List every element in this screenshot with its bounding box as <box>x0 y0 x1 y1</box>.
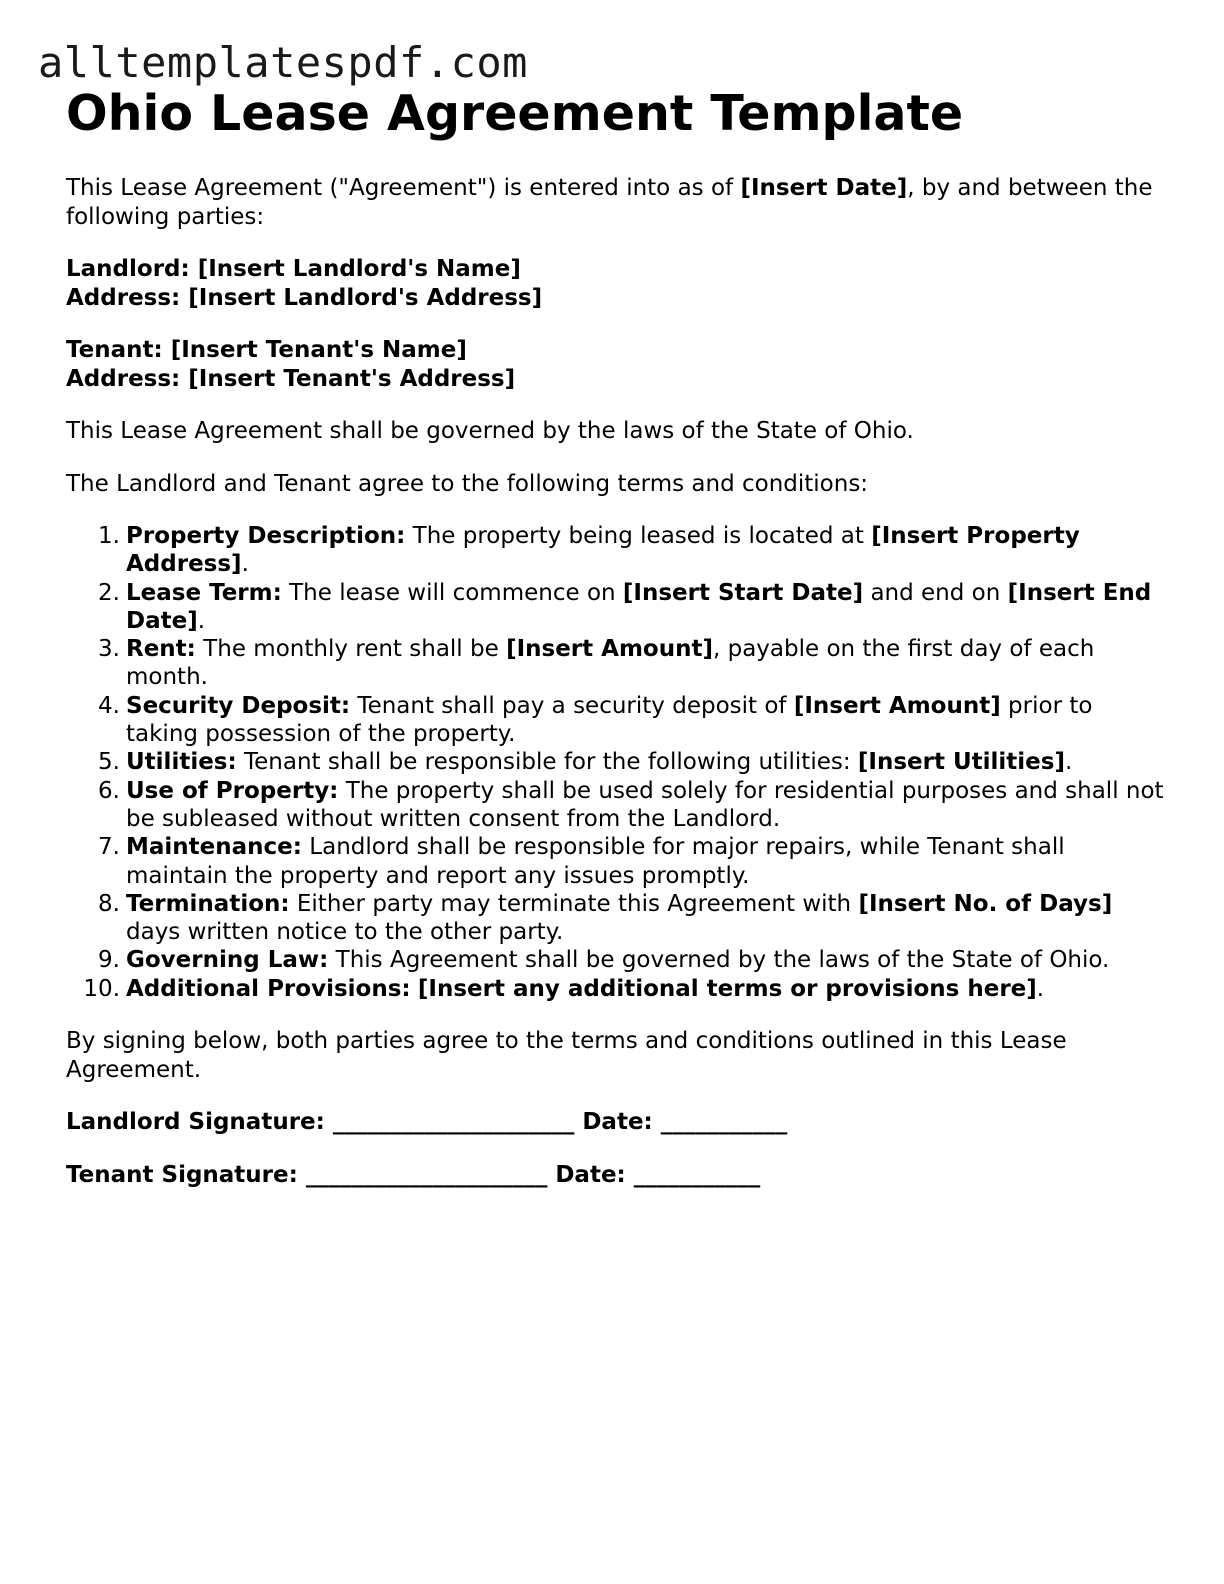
list-item-number: 1. <box>98 523 120 549</box>
term-text: The property being leased is located at <box>405 523 872 549</box>
term-text <box>411 976 418 1002</box>
term-placeholder: [Insert Amount] <box>506 636 713 663</box>
list-item-number: 5. <box>98 749 120 776</box>
term-label: Security Deposit: <box>126 692 351 719</box>
terms-list <box>66 522 1166 1003</box>
term-text: The lease will commence on <box>281 579 623 606</box>
term-placeholder: [Insert Utilities] <box>857 749 1065 776</box>
page-title: Ohio Lease Agreement Template <box>66 85 964 142</box>
landlord-block <box>66 255 1166 312</box>
list-item-number: 9. <box>98 947 120 974</box>
term-text: Tenant shall pay a security deposit of <box>350 692 794 719</box>
document-body <box>66 84 1166 1189</box>
landlord-address-line: Address: [Insert Landlord's Address] <box>66 284 543 311</box>
list-item-number: 3. <box>98 636 120 663</box>
list-item <box>66 635 1166 692</box>
list-item-number: 7. <box>98 834 120 861</box>
term-label: Lease Term: <box>126 579 282 606</box>
term-text: . <box>197 607 206 634</box>
term-placeholder: [Insert No. of Days] <box>858 890 1113 917</box>
list-item <box>66 833 1166 890</box>
governing-statement: This Lease Agreement shall be governed by the laws of the State of Ohio. <box>66 418 914 444</box>
term-text: . <box>1036 975 1045 1002</box>
term-placeholder: [Insert Amount] <box>793 692 1001 719</box>
list-item-number: 8. <box>98 890 120 917</box>
list-item <box>66 975 1166 1003</box>
landlord-name-line: Landlord: [Insert Landlord's Name] <box>66 256 521 282</box>
intro-prefix: This Lease Agreement ("Agreement") is entered into as of <box>66 175 741 201</box>
closing-paragraph: By signing below, both parties agree to the terms and conditions outlined in this Lease Agreement. <box>66 1028 1067 1083</box>
list-item <box>66 692 1166 749</box>
term-placeholder: [Insert Start Date] <box>622 579 864 606</box>
term-text: and end on <box>863 579 1008 606</box>
list-item-number: 6. <box>98 777 120 804</box>
intro-suffix: , by and between the following parties: <box>66 175 1153 230</box>
term-text: The monthly rent shall be <box>195 636 507 663</box>
list-item-number: 2. <box>98 579 120 606</box>
list-item <box>66 777 1166 834</box>
term-placeholder: [Insert any additional terms or provisions here] <box>417 975 1037 1002</box>
list-item <box>66 522 1166 579</box>
term-label: Termination: <box>126 890 290 917</box>
term-text: days written notice to the other party. <box>126 919 564 946</box>
list-item <box>66 579 1166 636</box>
term-label: Maintenance: <box>126 834 302 861</box>
term-text: The property shall be used solely for residential purposes and shall not be subleased without written consent from the Landlord. <box>126 777 1164 832</box>
tenant-name-line: Tenant: [Insert Tenant's Name] <box>66 337 467 363</box>
term-label: Additional Provisions: <box>126 975 411 1002</box>
term-label: Governing Law: <box>126 947 329 974</box>
term-label: Property Description: <box>126 523 406 549</box>
term-text: Tenant shall be responsible for the following utilities: <box>236 749 858 776</box>
list-item <box>66 890 1166 947</box>
term-text: . <box>1065 749 1073 776</box>
term-text: prior to taking possession of the property. <box>126 692 1093 748</box>
list-item <box>66 748 1166 776</box>
term-text: , payable on the first day of each month. <box>126 636 1095 691</box>
term-text: Landlord shall be responsible for major repairs, while Tenant shall maintain the property and report any issues promptly. <box>126 834 1065 889</box>
term-text: . <box>241 551 249 578</box>
term-label: Rent: <box>126 636 196 663</box>
terms-intro: The Landlord and Tenant agree to the following terms and conditions: <box>66 470 869 497</box>
intro-date-placeholder: [Insert Date] <box>740 175 908 201</box>
watermark-site-name: alltemplatespdf.com <box>38 38 528 87</box>
tenant-signature-line: Tenant Signature: _____________________ Date: ___________ <box>66 1161 761 1188</box>
term-text: This Agreement shall be governed by the laws of the State of Ohio. <box>328 947 1110 974</box>
list-item-number: 4. <box>98 692 120 719</box>
landlord-signature-line: Landlord Signature: _____________________ Date: ___________ <box>66 1109 788 1136</box>
term-label: Utilities: <box>126 749 237 776</box>
term-placeholder: [Insert Property Address] <box>126 523 1080 578</box>
list-item-number: 10. <box>83 975 120 1002</box>
tenant-block <box>66 336 1166 393</box>
list-item <box>66 946 1166 974</box>
term-placeholder: [Insert End Date] <box>126 579 1152 634</box>
term-text: Either party may terminate this Agreement with <box>289 890 859 917</box>
term-label: Use of Property: <box>126 777 339 804</box>
tenant-address-line: Address: [Insert Tenant's Address] <box>66 365 516 392</box>
intro-paragraph <box>66 174 1166 231</box>
